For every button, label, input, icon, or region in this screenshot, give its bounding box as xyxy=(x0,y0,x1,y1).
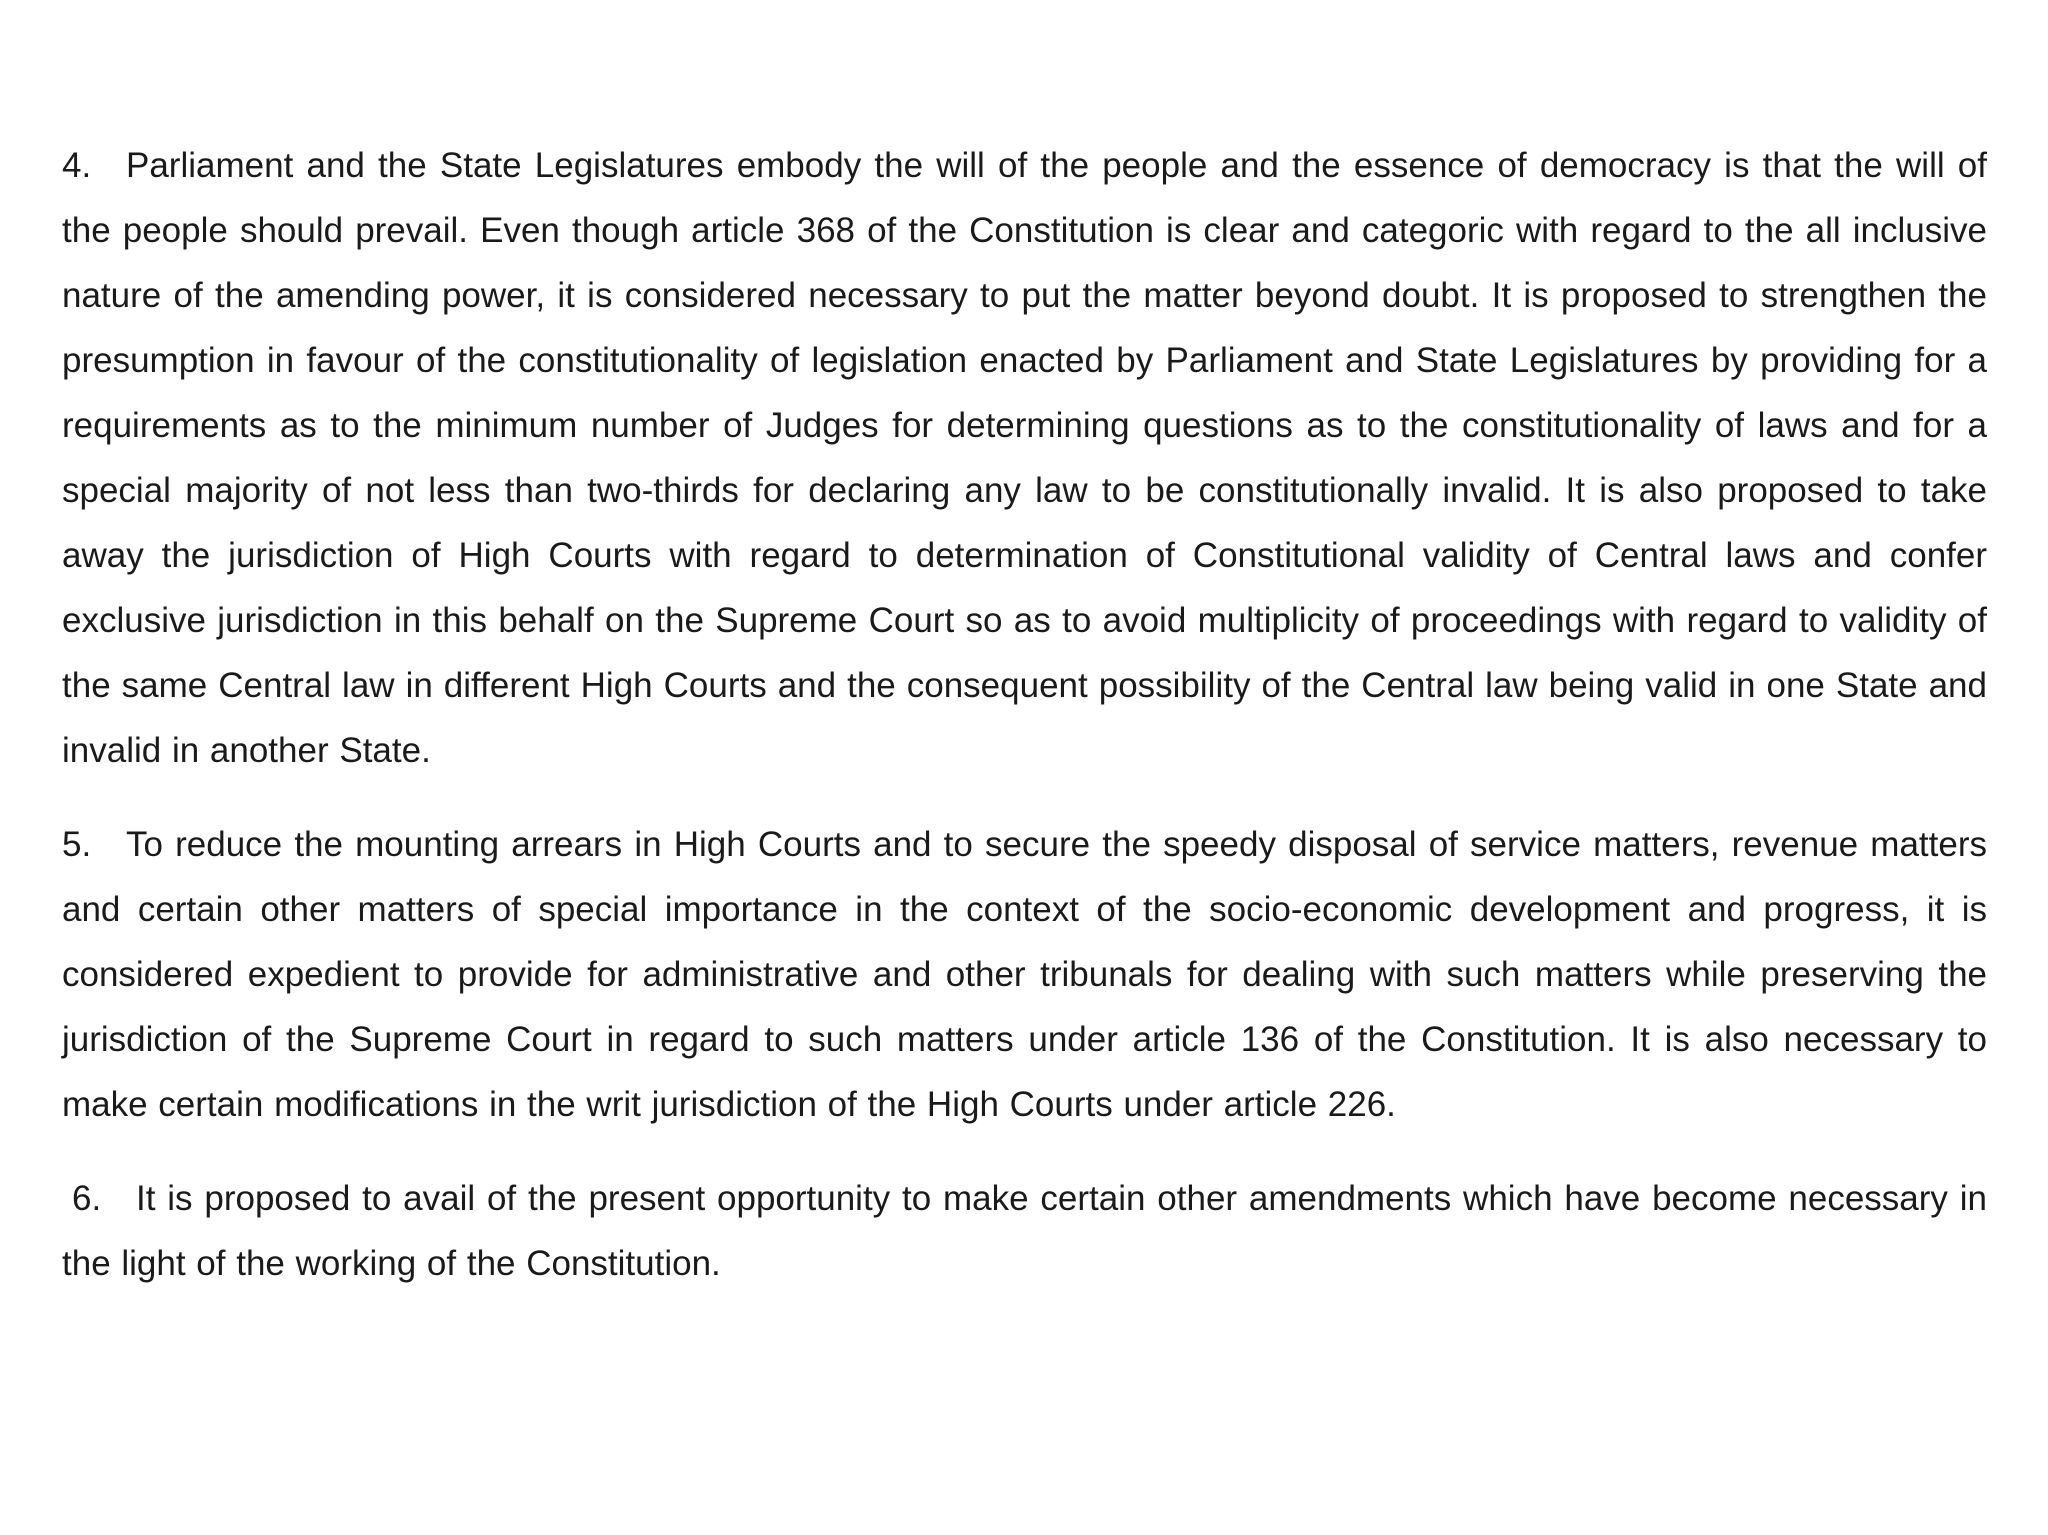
paragraph-number: 6. xyxy=(72,1179,102,1218)
paragraph-number: 4. xyxy=(62,146,92,185)
paragraph-text: It is proposed to avail of the present opportunity to make certain other amendments which have become necessary in the light of the working of the Constitution. xyxy=(62,1179,1987,1283)
paragraph-text: Parliament and the State Legislatures embody the will of the people and the essence of democracy is that the will of the people should prevail. Even though article 368 of the Constitution is clear and categoric with regard to the all inclusive nature of the amending power, it is considered necessary to put the matter beyond doubt. It is proposed to strengthen the presumption in favour of the constitutionality of legislation enacted by Parliament and State Legislatures by providing for a requirements as to the minimum number of Judges for determining questions as to the constitutionality of laws and for a special majority of not less than two-thirds for declaring any law to be constitutionally invalid. It is also proposed to take away the jurisdiction of High Courts with regard to determination of Constitutional validity of Central laws and confer exclusive jurisdiction in this behalf on the Supreme Court so as to avoid multiplicity of proceedings with regard to validity of the same Central law in different High Courts and the consequent possibility of the Central law being valid in one State and invalid in another State. xyxy=(62,146,1987,770)
document-page xyxy=(62,133,1987,1325)
paragraph-number: 5. xyxy=(62,825,92,864)
paragraph-6 xyxy=(62,1166,1987,1296)
paragraph-4 xyxy=(62,133,1987,783)
paragraph-5 xyxy=(62,812,1987,1137)
paragraph-text: To reduce the mounting arrears in High Courts and to secure the speedy disposal of service matters, revenue matters and certain other matters of special importance in the context of the socio-economic development and progress, it is considered expedient to provide for administrative and other tribunals for dealing with such matters while preserving the jurisdiction of the Supreme Court in regard to such matters under article 136 of the Constitution. It is also necessary to make certain modifications in the writ jurisdiction of the High Courts under article 226. xyxy=(62,825,1987,1124)
